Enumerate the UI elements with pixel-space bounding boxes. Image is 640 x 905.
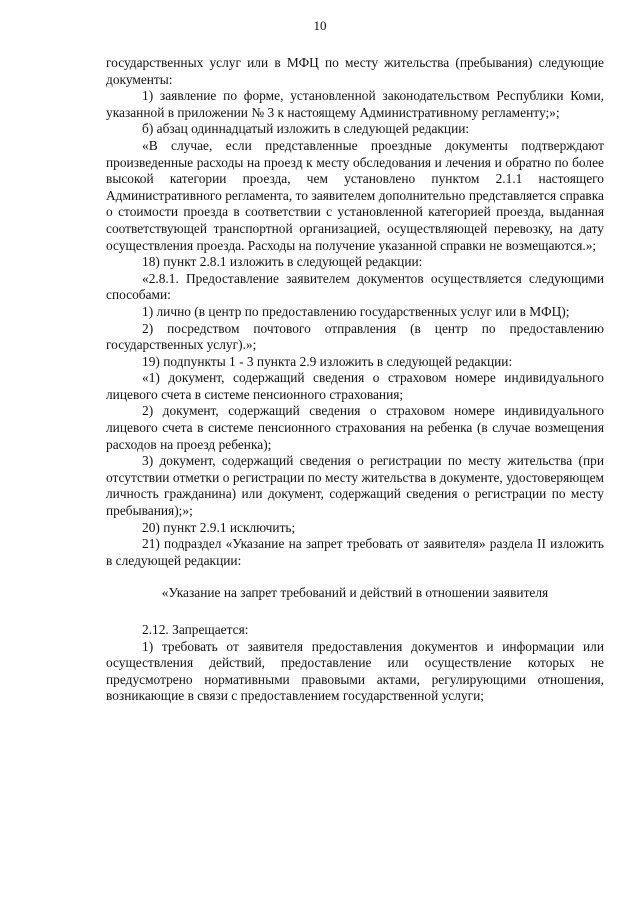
document-body [106,55,604,705]
paragraph: 2) посредством почтового отправления (в центр по предоставлению государственных услуг).»; [106,320,604,353]
paragraph: 18) пункт 2.8.1 изложить в следующей редакции: [142,254,423,270]
paragraph: «2.8.1. Предоставление заявителем документов осуществляется следующими способами: [106,270,604,303]
paragraph: 21) подраздел «Указание на запрет требовать от заявителя» раздела II изложить в следующей редакции: [106,536,604,568]
paragraph: 2) документ, содержащий сведения о страховом номере индивидуального лицевого счета в системе пенсионного страхования на ребенка (в случае возмещения расходов на проезд ребенка); [106,403,604,452]
paragraph: государственных услуг или в МФЦ по месту жительства (пребывания) следующие документы: [106,55,604,87]
paragraph: «1) документ, содержащий сведения о страховом номере индивидуального лицевого счета в системе пенсионного страхования; [106,370,604,402]
paragraph: 2.12. Запрещается: [142,622,249,637]
spacer [106,602,604,612]
section-heading: «Указание на запрет требований и действий в отношении заявителя [161,585,549,601]
spacer [106,569,604,579]
paragraph: б) абзац одиннадцатый изложить в следующей редакции: [142,121,470,137]
paragraph: 1) требовать от заявителя предоставления документов и информации или осуществления действий, предоставление или осуществление которых не предусмотрено нормативными правовыми актами, регулирующими отношения, возникающие в связи с предоставлением государственной услуги; [106,638,604,704]
spacer [106,612,604,622]
paragraph: 19) подпункты 1 - 3 пункта 2.9 изложить в следующей редакции: [142,353,513,369]
page-number: 10 [313,18,327,33]
paragraph: «В случае, если представленные проездные документы подтверждают произведенные расходы на проезд к месту обследования и лечения и обратно по более высокой категории проезда, чем установлено пунктом 2.1.1 настоящего Административного регламента, то заявителем дополнительно представляется справка о стоимости проезда в соответствии с установленной категорией проезда, выданная соответствующей транспортной организацией, осуществляющей перевозку, на дату осуществления проезда. Расходы на получение указанной справки не возмещаются.»; [106,137,604,253]
paragraph: 1) лично (в центр по предоставлению государственных услуг или в МФЦ); [142,303,570,319]
paragraph: 3) документ, содержащий сведения о регистрации по месту жительства (при отсутствии отметки о регистрации по месту жительства в документе, удостоверяющем личность гражданина) или документ, содержащий сведения о регистрации по месту пребывания);»; [106,453,604,519]
paragraph: 1) заявление по форме, установленной законодательством Республики Коми, указанной в приложении № 3 к настоящему Административному регламенту;»; [106,88,604,120]
paragraph: 20) пункт 2.9.1 исключить; [142,519,296,535]
